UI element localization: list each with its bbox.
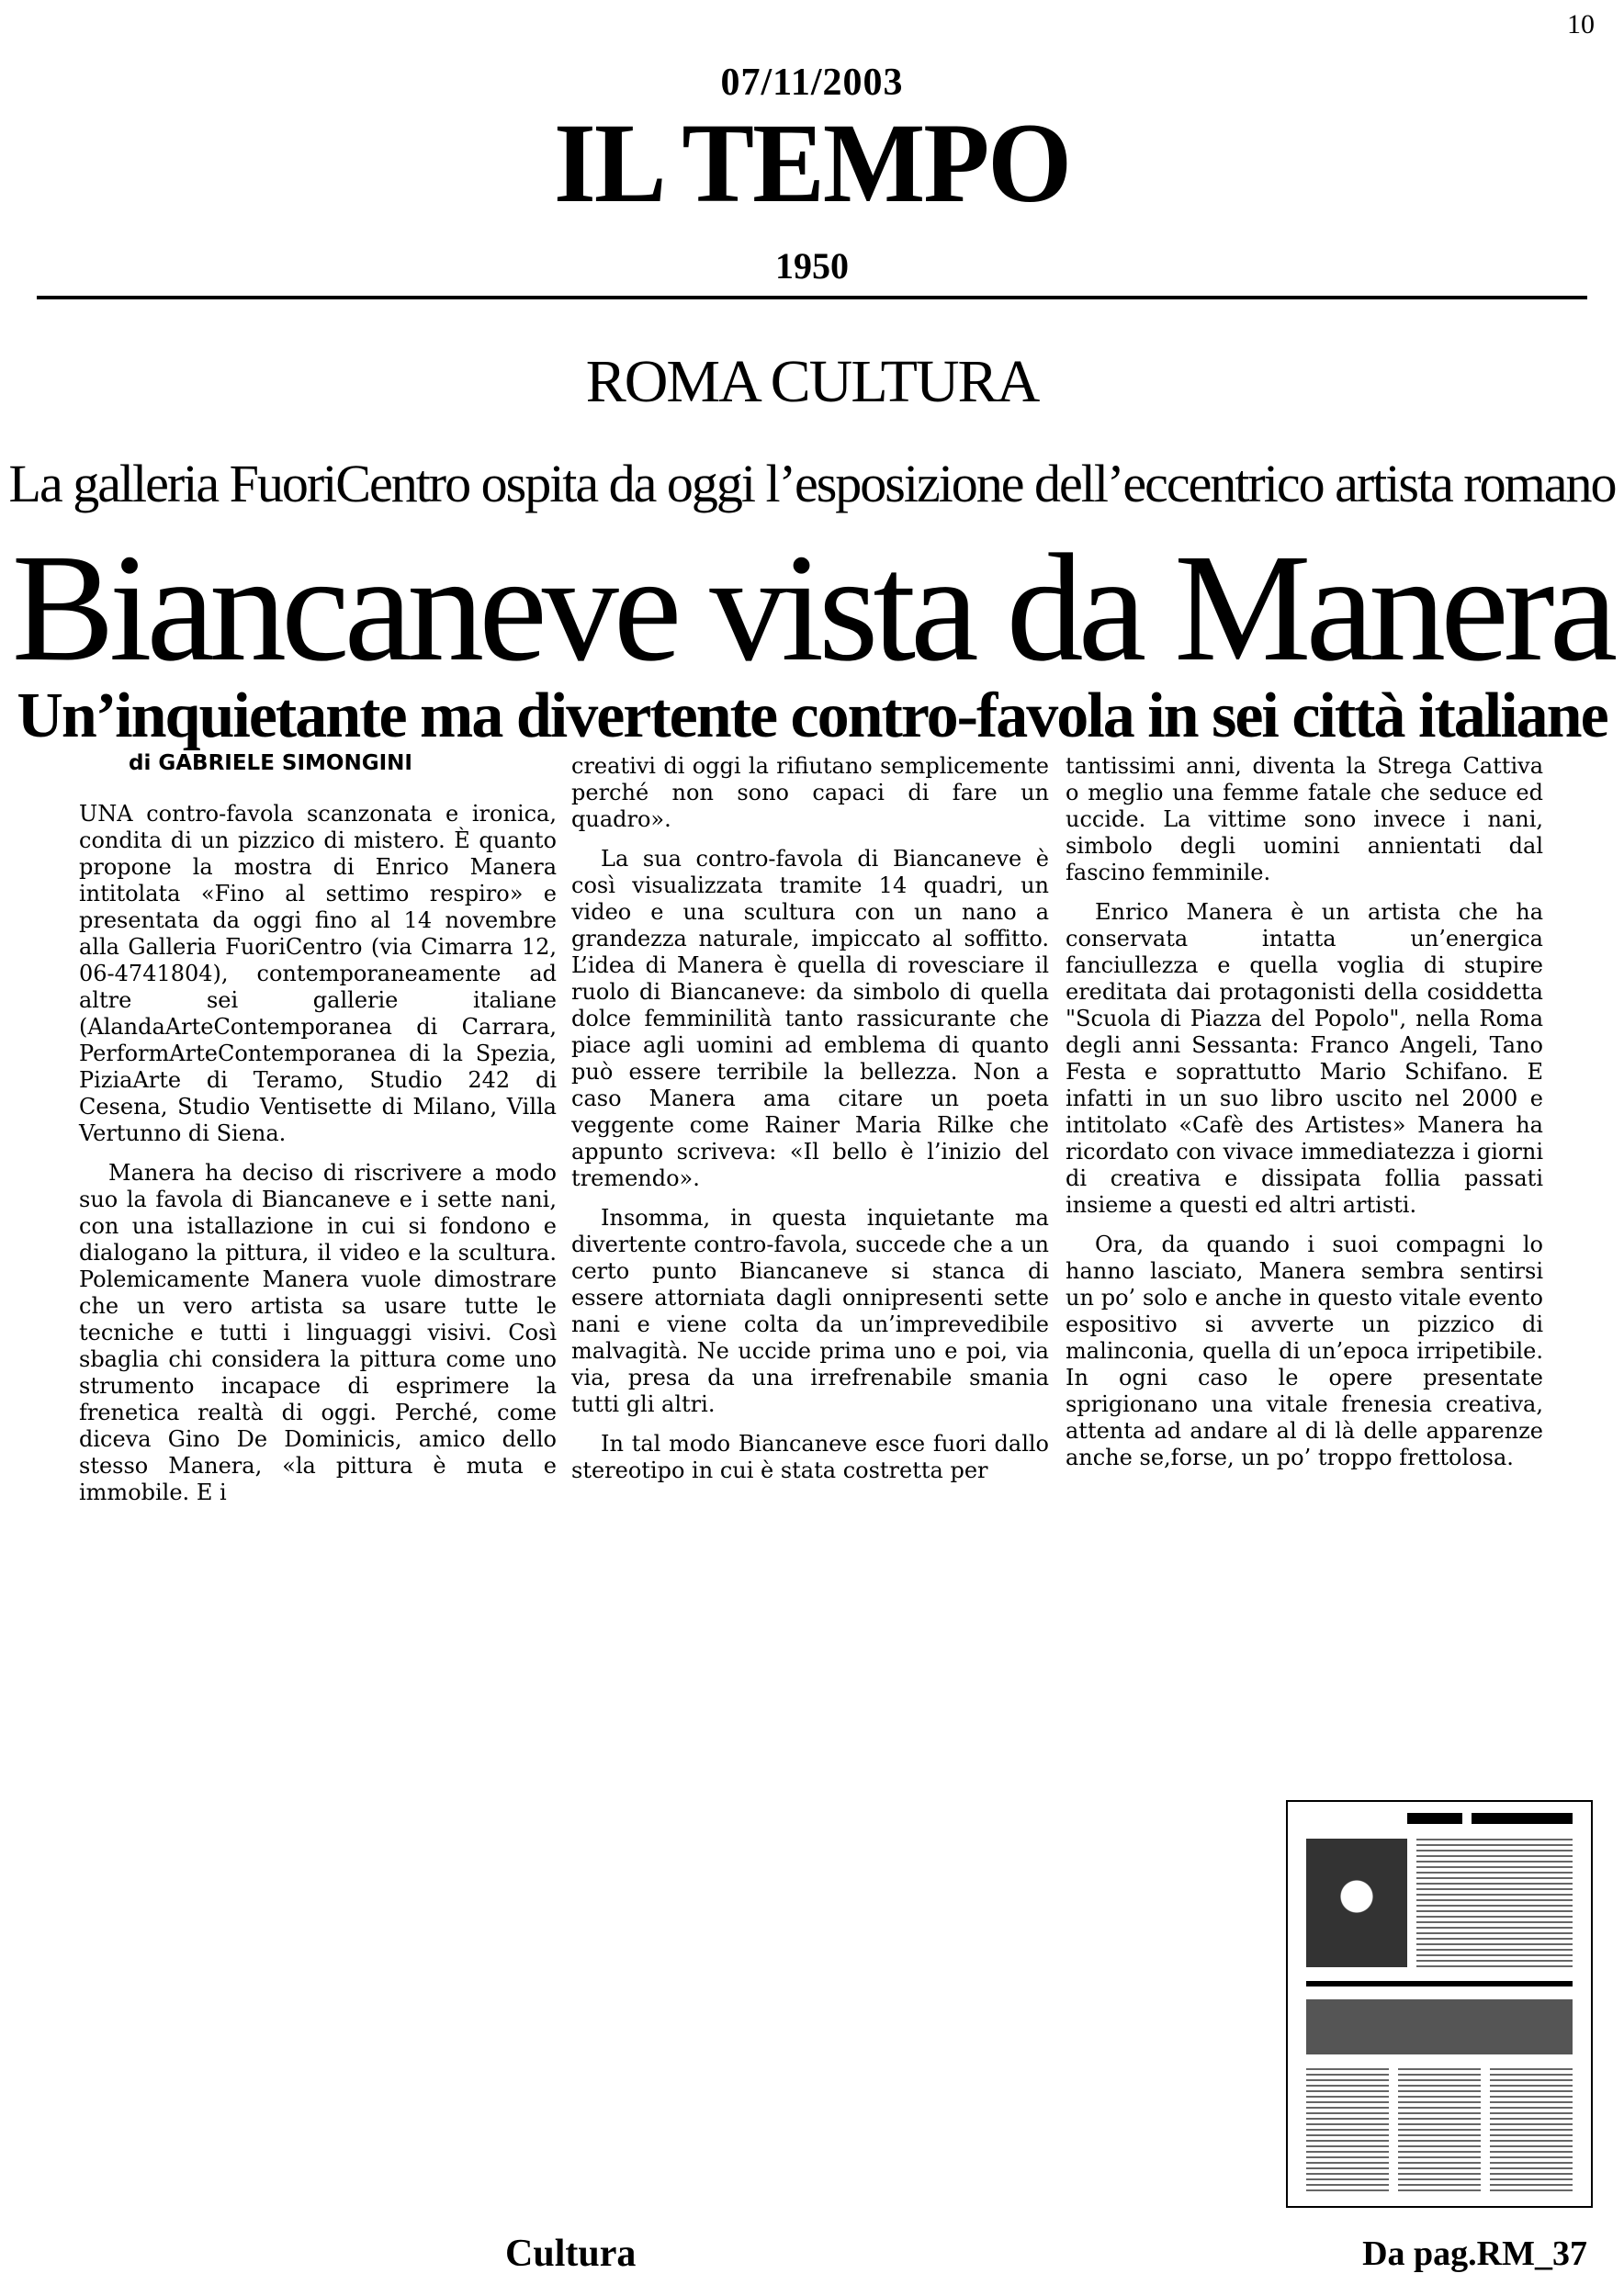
page-thumbnail — [1286, 1800, 1593, 2208]
paragraph: Ora, da quando i suoi compagni lo hanno lasciato, Manera sembra sentirsi un po’ solo e anche in questo vitale evento espositivo si avverte un pizzico di malinconia, quella di un’epoca irripetibile. In ogni caso le opere presentate sprigionano una vitale frenesia creativa, attenta ad andare al di là delle apparenze anche se,forse, un po’ troppo frettolosa. — [1066, 1232, 1543, 1470]
paragraph: UNA contro-favola scanzonata e ironica, condita di un pizzico di mistero. È quanto propone la mostra di Enrico Manera intitolata «Fino al settimo respiro» e presentata da oggi fino al 14 novembre alla Galleria FuoriCentro (via Cimarra 12, 06-4741804), contemporaneamente ad altre sei gallerie italiane (AlandaArteContemporanea di Carrara, PerformArteContemporanea di la Spezia, PiziaArte di Teramo, Studio 242 di Cesena, Studio Ventisette di Milano, Villa Vertunno di Siena. — [79, 801, 557, 1146]
article-column-2 — [571, 753, 1049, 1497]
paragraph: Manera ha deciso di riscrivere a modo suo la favola di Biancaneve e i sette nani, con una istallazione in cui si fondono e dialogano la pittura, il video e la scultura. Polemicamente Manera vuole dimostrare che un vero artista sa usare tutte le tecniche e tutti i linguaggi visivi. Così sbaglia chi considera la pittura come uno strumento incapace di esprimere la frenetica realtà di oggi. Perché, come diceva Gino De Dominicis, amico dello stesso Manera, «la pittura è muta e immobile. E i — [79, 1160, 557, 1505]
section-title: ROMA CULTURA — [585, 348, 1039, 415]
article-byline: di GABRIELE SIMONGINI — [129, 751, 412, 775]
article-column-3 — [1066, 753, 1543, 1484]
paragraph: Enrico Manera è un artista che ha conservata intatta un’energica fanciullezza e quella voglia di stupire ereditata dai protagonisti della cosiddetta "Scuola di Piazza del Popolo", nella Roma degli anni Sessanta: Franco Angeli, Tano Festa e soprattutto Mario Schifano. E infatti in un suo libro uscito nel 2000 e intitolato «Cafè des Artistes» Manera ha ricordato con vivace immediatezza i giorni di creativa e dissipata follia passati insieme a questi ed altri artisti. — [1066, 899, 1543, 1218]
header-divider — [37, 296, 1587, 299]
newspaper-masthead: IL TEMPO — [553, 99, 1071, 227]
paragraph: In tal modo Biancaneve esce fuori dallo stereotipo in cui è stata costretta per — [571, 1431, 1049, 1483]
paragraph: creativi di oggi la rifiutano semplicemente perché non sono capaci di fare un quadro». — [571, 753, 1049, 832]
paragraph: La sua contro-favola di Biancaneve è così visualizzata tramite 14 quadri, un video e una scultura con un nano a grandezza naturale, impiccato al soffitto. L’idea di Manera è quella di rovesciare il ruolo di Biancaneve: da simbolo di quella dolce femminilità tanto rassicurante che piace agli uomini ad emblema di quanto può essere terribile la bellezza. Non a caso Manera ama citare un poeta veggente come Rainer Maria Rilke che appunto scriveva: «Il bello è l’inizio del tremendo». — [571, 846, 1049, 1191]
article-subheadline: Un’inquietante ma divertente contro-favola in sei città italiane — [17, 681, 1607, 751]
paragraph: Insomma, in questa inquietante ma divertente contro-favola, succede che a un certo punto Biancaneve si stanca di essere attorniata dagli onnipresenti sette nani e viene colta da un’imprevedibile malvagità. Ne uccide prima uno e poi, via via, presa da una irrefrenabile smania tutti gli altri. — [571, 1205, 1049, 1417]
article-headline: Biancaneve vista da Manera — [11, 523, 1613, 693]
paragraph: tantissimi anni, diventa la Strega Cattiva o meglio una femme fatale che seduce ed uccide. La vittime sono invece i nani, simbolo degli uomini annientati dal fascino femminile. — [1066, 753, 1543, 885]
footer-section: Cultura — [505, 2233, 637, 2275]
circulation-number: 1950 — [775, 245, 849, 287]
article-kicker: La galleria FuoriCentro ospita da oggi l’esposizione dell’eccentrico artista romano — [8, 454, 1616, 513]
article-column-1 — [79, 801, 557, 1519]
footer-page-ref: Da pag.RM_37 — [1362, 2234, 1587, 2273]
publication-date: 07/11/2003 — [720, 62, 904, 104]
page-number: 10 — [1567, 9, 1595, 39]
